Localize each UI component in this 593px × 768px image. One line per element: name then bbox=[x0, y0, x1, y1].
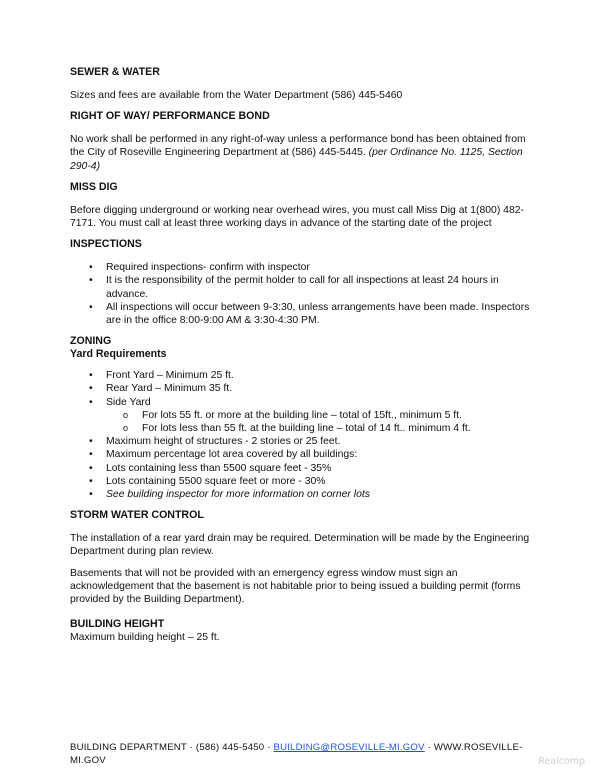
side-yard-label: Side Yard bbox=[106, 396, 151, 408]
building-height-text: Maximum building height – 25 ft. bbox=[70, 632, 220, 644]
miss-dig-section bbox=[70, 181, 540, 230]
building-height-section bbox=[70, 618, 540, 644]
ordinance-note: (per Ordinance No. 1125, Section 290-4) bbox=[70, 147, 523, 172]
storm-water-text-1: The installation of a rear yard drain may be required. Determination will be made by the Engineering Department during plan review. bbox=[70, 533, 530, 558]
side-yard-sublist bbox=[70, 409, 540, 435]
storm-water-section bbox=[70, 509, 540, 606]
yard-requirements-heading: Yard Requirements bbox=[70, 348, 167, 361]
sewer-text: Sizes and fees are available from the Water Department (586) 445-5460 bbox=[70, 90, 403, 101]
sewer-heading: SEWER & WATER bbox=[70, 66, 160, 78]
zoning-list bbox=[70, 369, 540, 501]
inspections-list bbox=[70, 261, 540, 327]
list-item: • All inspections will occur between 9-3:30, unless arrangements have been made. Inspectors are in the office 8:00-9:00 AM & 3:30-4:30 PM. bbox=[70, 301, 540, 327]
miss-dig-text: Before digging underground or working near overhead wires, you must call Miss Dig at 1(800) 482-7171. You must call at least three working days in advance of the starting date of the project bbox=[70, 204, 524, 230]
list-item bbox=[70, 396, 540, 436]
footer-department: BUILDING DEPARTMENT · (586) 445-5450 · bbox=[70, 742, 274, 753]
list-item: • Front Yard – Minimum 25 ft. bbox=[70, 369, 540, 382]
list-item: • Maximum percentage lot area covered by all buildings: bbox=[70, 448, 540, 461]
zoning-section bbox=[70, 335, 540, 501]
inspections-heading: INSPECTIONS bbox=[70, 238, 142, 251]
list-item: • Maximum height of structures - 2 stories or 25 feet. bbox=[70, 435, 540, 448]
list-item: • Lots containing less than 5500 square feet - 35% bbox=[70, 462, 540, 475]
list-item: o For lots 55 ft. or more at the building line – total of 15ft., minimum 5 ft. bbox=[70, 409, 540, 422]
storm-water-heading: STORM WATER CONTROL bbox=[70, 509, 204, 522]
storm-water-text-2: Basements that will not be provided with an emergency egress window must sign an acknowledgement that the basement is not habitable prior to being issued a building permit (forms provided by the Building Department). bbox=[70, 567, 521, 606]
page-footer bbox=[70, 741, 550, 767]
footer-website: · WWW.ROSEVILLE-MI.GOV bbox=[70, 742, 523, 767]
inspections-section bbox=[70, 238, 540, 327]
list-item: • Lots containing 5500 square feet or more - 30% bbox=[70, 475, 540, 488]
right-of-way-section bbox=[70, 110, 540, 173]
list-item: • It is the responsibility of the permit holder to call for all inspections at least 24 hours in advance. bbox=[70, 274, 540, 300]
right-of-way-heading: RIGHT OF WAY/ PERFORMANCE BOND bbox=[70, 110, 270, 123]
building-height-heading: BUILDING HEIGHT bbox=[70, 618, 165, 631]
document-page bbox=[70, 66, 540, 652]
right-of-way-body: No work shall be performed in any right-of-way unless a performance bond has been obtained from the City of Roseville Engineering Department at (586) 445-5445. bbox=[70, 134, 526, 159]
footer-email-link[interactable]: BUILDING@ROSEVILLE-MI.GOV bbox=[273, 742, 425, 753]
list-item: • Required inspections- confirm with inspector bbox=[70, 261, 540, 274]
right-of-way-text bbox=[70, 133, 540, 173]
miss-dig-heading: MISS DIG bbox=[70, 180, 118, 193]
list-item: o For lots less than 55 ft. at the building line – total of 14 ft.. minimum 4 ft. bbox=[70, 422, 540, 435]
list-item: • Rear Yard – Minimum 35 ft. bbox=[70, 382, 540, 395]
zoning-heading: ZONING bbox=[70, 335, 112, 348]
realcomp-watermark: Realcomp bbox=[538, 756, 585, 767]
list-item: • See building inspector for more information on corner lots bbox=[70, 488, 540, 501]
sewer-section bbox=[70, 66, 540, 102]
